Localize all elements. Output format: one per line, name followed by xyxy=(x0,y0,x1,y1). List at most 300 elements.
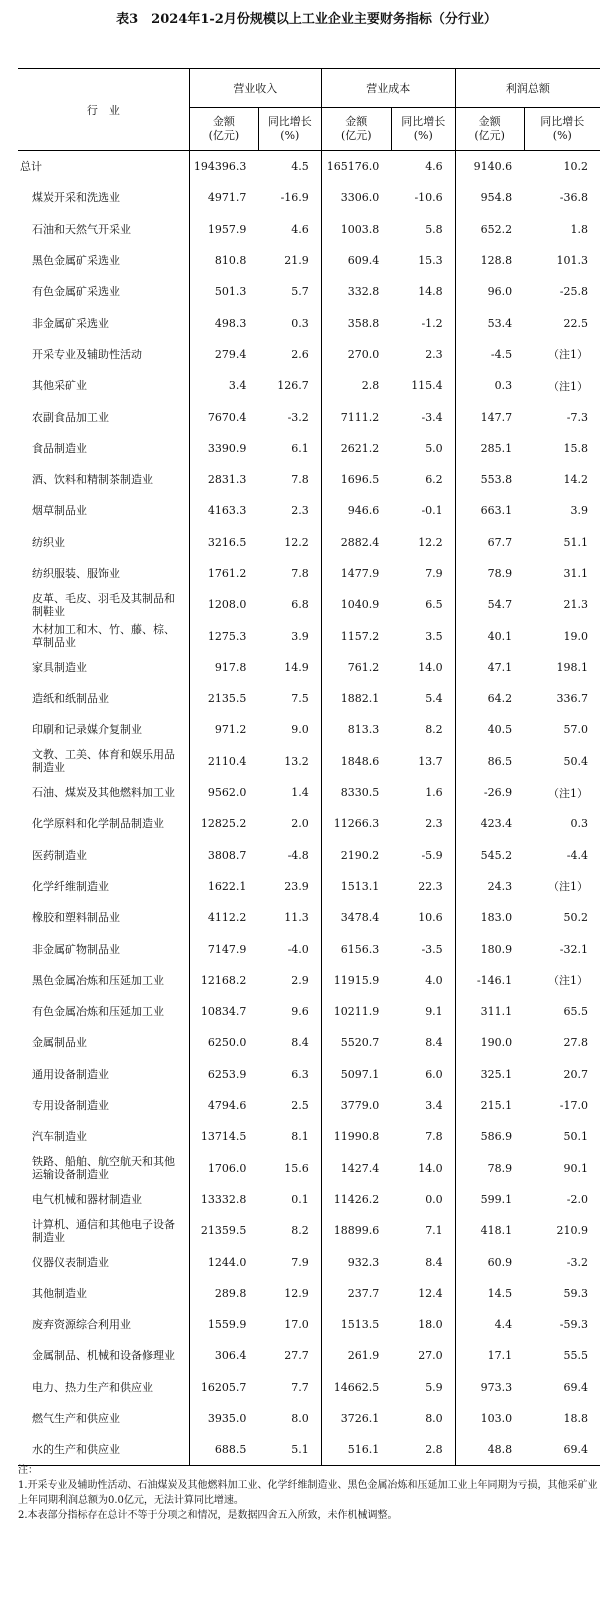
profit-growth-cell: 101.3 xyxy=(556,254,588,268)
revenue-amount-cell: 7147.9 xyxy=(207,942,247,956)
cost-growth-cell: 10.6 xyxy=(391,902,455,933)
profit-amount-cell: 586.9 xyxy=(480,1130,513,1144)
profit-growth-cell: -32.1 xyxy=(559,942,588,956)
revenue-amount-cell: 289.8 xyxy=(214,1286,247,1300)
revenue-growth-cell: 8.0 xyxy=(258,1403,321,1434)
industry-name: 金属制品业 xyxy=(18,1027,189,1058)
profit-amount-cell: 147.7 xyxy=(480,410,513,424)
cost-amount-cell: 3306.0 xyxy=(340,191,380,205)
cost-growth-cell: 3.5 xyxy=(391,620,455,651)
profit-growth-cell: 210.9 xyxy=(556,1224,588,1238)
profit-growth-cell: 198.1 xyxy=(556,660,588,674)
revenue-amount-cell: 12825.2 xyxy=(200,817,247,831)
cost-amount-cell: 1477.9 xyxy=(340,567,380,580)
revenue-amount-cell: 917.8 xyxy=(214,660,247,674)
revenue-amount-cell: 810.8 xyxy=(214,254,247,268)
cost-growth-cell: 2.3 xyxy=(391,339,455,370)
revenue-amount-cell: 2135.5 xyxy=(207,692,247,706)
cost-growth-header: 同比增长 (%) xyxy=(391,108,455,151)
cost-amount-cell: 5520.7 xyxy=(340,1036,380,1050)
cost-amount-cell: 813.3 xyxy=(347,723,380,737)
profit-amount-cell: 54.7 xyxy=(487,598,513,612)
cost-amount-cell: 11266.3 xyxy=(333,817,380,831)
revenue-growth-cell: -16.9 xyxy=(258,182,321,213)
revenue-growth-cell: 27.7 xyxy=(258,1340,321,1371)
table-row xyxy=(18,182,600,213)
revenue-growth-cell: 6.3 xyxy=(258,1059,321,1090)
cost-amount-cell: 932.3 xyxy=(347,1255,380,1269)
cost-growth-cell: 8.2 xyxy=(391,714,455,745)
revenue-amount-cell: 2110.4 xyxy=(207,754,247,768)
revenue-growth-cell: 2.6 xyxy=(258,339,321,370)
cost-amount-cell: 11990.8 xyxy=(333,1130,380,1144)
table-row xyxy=(18,1215,600,1246)
profit-amount-cell: 86.5 xyxy=(487,754,513,768)
revenue-growth-cell: 8.1 xyxy=(258,1121,321,1152)
table-row xyxy=(18,589,600,620)
footnotes xyxy=(18,1463,600,1523)
revenue-amount-cell: 971.2 xyxy=(214,723,247,737)
profit-growth-cell: 1.8 xyxy=(570,222,588,236)
cost-header: 营业成本 xyxy=(321,69,455,108)
table-row xyxy=(18,714,600,745)
cost-growth-cell: -5.9 xyxy=(391,840,455,871)
revenue-growth-cell: 4.5 xyxy=(258,151,321,183)
cost-growth-cell: 15.3 xyxy=(391,245,455,276)
cost-amount-cell: 3779.0 xyxy=(340,1099,380,1113)
industry-name: 烟草制品业 xyxy=(18,495,189,526)
revenue-growth-cell: 7.8 xyxy=(258,558,321,589)
profit-growth-cell: 50.4 xyxy=(563,754,588,768)
profit-amount-cell: -4.5 xyxy=(490,347,513,361)
cost-growth-cell: 18.0 xyxy=(391,1309,455,1340)
revenue-amount-cell: 3216.5 xyxy=(207,535,247,549)
cost-amount-cell: 3478.4 xyxy=(340,911,380,925)
table-row xyxy=(18,1309,600,1340)
profit-growth-cell: 90.1 xyxy=(563,1161,588,1175)
revenue-growth-cell: 23.9 xyxy=(258,871,321,902)
revenue-amount-cell: 1761.2 xyxy=(207,567,247,580)
revenue-growth-cell: 7.9 xyxy=(258,1246,321,1277)
industry-name: 计算机、通信和其他电子设备制造业 xyxy=(18,1215,189,1246)
revenue-amount-cell: 1622.1 xyxy=(207,879,247,893)
profit-growth-cell: 27.8 xyxy=(563,1036,588,1050)
industry-name: 其他制造业 xyxy=(18,1278,189,1309)
table-row xyxy=(18,1121,600,1152)
table-row xyxy=(18,214,600,245)
revenue-amount-cell: 194396.3 xyxy=(193,160,247,174)
table-row xyxy=(18,683,600,714)
cost-amount-cell: 358.8 xyxy=(347,316,380,330)
table-row xyxy=(18,464,600,495)
profit-amount-cell: -26.9 xyxy=(483,786,513,800)
revenue-growth-cell: 9.6 xyxy=(258,996,321,1027)
revenue-amount-cell: 3935.0 xyxy=(207,1412,247,1426)
profit-growth-cell: 14.2 xyxy=(563,473,588,487)
cost-growth-cell: 6.2 xyxy=(391,464,455,495)
profit-amount-cell: 17.1 xyxy=(487,1349,513,1363)
cost-growth-cell: 5.0 xyxy=(391,433,455,464)
cost-growth-cell: 6.0 xyxy=(391,1059,455,1090)
revenue-growth-cell: 13.2 xyxy=(258,746,321,777)
cost-growth-cell: 7.9 xyxy=(391,558,455,589)
cost-amount-cell: 11426.2 xyxy=(333,1192,380,1206)
table-row xyxy=(18,777,600,808)
industry-name: 黑色金属冶炼和压延加工业 xyxy=(18,965,189,996)
revenue-growth-cell: -4.0 xyxy=(258,933,321,964)
industry-name: 水的生产和供应业 xyxy=(18,1434,189,1466)
profit-growth-cell: -3.2 xyxy=(566,1255,588,1269)
cost-amount-cell: 1040.9 xyxy=(340,598,380,612)
cost-amount-cell: 6156.3 xyxy=(340,942,380,956)
revenue-amount-cell: 1957.9 xyxy=(207,222,247,236)
cost-amount-cell: 270.0 xyxy=(347,347,380,361)
profit-amount-cell: 48.8 xyxy=(455,1434,524,1466)
table-row xyxy=(18,433,600,464)
profit-amount-cell: 215.1 xyxy=(480,1099,513,1113)
industry-name: 纺织服装、服饰业 xyxy=(18,558,189,589)
revenue-amount-cell: 7670.4 xyxy=(207,410,247,424)
industry-name: 电力、热力生产和供应业 xyxy=(18,1372,189,1403)
profit-amount-cell: 599.1 xyxy=(480,1192,513,1206)
industry-name: 石油、煤炭及其他燃料加工业 xyxy=(18,777,189,808)
profit-header: 利润总额 xyxy=(455,69,600,108)
revenue-growth-cell: 7.5 xyxy=(258,683,321,714)
profit-amount-cell: 973.3 xyxy=(480,1380,513,1394)
profit-growth-cell: 0.3 xyxy=(570,817,588,831)
revenue-amount-cell: 4971.7 xyxy=(207,191,247,205)
cost-amount-cell: 1157.2 xyxy=(340,629,380,643)
profit-growth-cell: -2.0 xyxy=(566,1192,588,1206)
cost-amount-cell: 1003.8 xyxy=(340,222,380,236)
revenue-growth-cell: 2.9 xyxy=(258,965,321,996)
profit-growth-cell: 15.8 xyxy=(563,441,588,455)
profit-amount-cell: 545.2 xyxy=(480,848,513,862)
profit-growth-cell: （注1） xyxy=(548,348,588,362)
profit-amount-cell: 96.0 xyxy=(487,285,513,299)
note-2: 2.本表部分指标存在总计不等于分项之和情况，是数据四舍五入所致，未作机械调整。 xyxy=(18,1510,398,1521)
profit-growth-cell: 22.5 xyxy=(563,316,588,330)
table-row xyxy=(18,1340,600,1371)
revenue-growth-cell: 8.2 xyxy=(258,1215,321,1246)
revenue-amount-cell: 9562.0 xyxy=(207,786,247,800)
cost-growth-cell: 8.4 xyxy=(391,1027,455,1058)
cost-amount-header: 金额 (亿元) xyxy=(321,108,391,151)
industry-name: 有色金属冶炼和压延加工业 xyxy=(18,996,189,1027)
cost-growth-cell: 7.8 xyxy=(391,1121,455,1152)
industry-header: 行 业 xyxy=(18,69,189,151)
industry-name: 橡胶和塑料制品业 xyxy=(18,902,189,933)
industry-name: 家具制造业 xyxy=(18,652,189,683)
cost-growth-cell: -0.1 xyxy=(391,495,455,526)
cost-growth-cell: 8.4 xyxy=(391,1246,455,1277)
revenue-amount-cell: 1706.0 xyxy=(207,1161,247,1175)
cost-amount-cell: 1427.4 xyxy=(340,1161,380,1175)
revenue-growth-cell: -4.8 xyxy=(258,840,321,871)
revenue-amount-cell: 3808.7 xyxy=(207,848,247,862)
profit-growth-cell: （注1） xyxy=(548,786,588,800)
table-row xyxy=(18,1184,600,1215)
industry-name: 酒、饮料和精制茶制造业 xyxy=(18,464,189,495)
table-row xyxy=(18,401,600,432)
profit-amount-cell: 14.5 xyxy=(487,1286,513,1300)
cost-growth-cell: 1.6 xyxy=(391,777,455,808)
profit-growth-cell: 31.1 xyxy=(563,567,588,580)
profit-growth-cell: -59.3 xyxy=(559,1318,588,1332)
cost-amount-cell: 165176.0 xyxy=(326,160,380,174)
revenue-growth-cell: 9.0 xyxy=(258,714,321,745)
cost-growth-cell: 0.0 xyxy=(391,1184,455,1215)
revenue-growth-cell: 6.8 xyxy=(258,589,321,620)
cost-amount-cell: 14662.5 xyxy=(333,1380,380,1394)
cost-growth-cell: 7.1 xyxy=(391,1215,455,1246)
profit-amount-cell: 183.0 xyxy=(480,911,513,925)
table-row xyxy=(18,1153,600,1184)
revenue-amount-cell: 4163.3 xyxy=(207,504,247,518)
industry-name: 煤炭开采和洗选业 xyxy=(18,182,189,213)
revenue-amount-cell: 1275.3 xyxy=(207,629,247,643)
industry-name: 其他采矿业 xyxy=(18,370,189,401)
cost-amount-cell: 3726.1 xyxy=(340,1412,380,1426)
revenue-amount-cell: 1559.9 xyxy=(207,1318,247,1332)
table-row xyxy=(18,245,600,276)
industry-name: 印刷和记录媒介复制业 xyxy=(18,714,189,745)
table-row xyxy=(18,307,600,338)
cost-amount-cell: 1513.5 xyxy=(340,1318,380,1332)
profit-growth-cell: -17.0 xyxy=(559,1099,588,1113)
industry-name: 燃气生产和供应业 xyxy=(18,1403,189,1434)
cost-growth-cell: 6.5 xyxy=(391,589,455,620)
revenue-amount-cell: 2831.3 xyxy=(207,473,247,487)
cost-growth-cell: 4.6 xyxy=(391,151,455,183)
revenue-amount-cell: 498.3 xyxy=(214,316,247,330)
profit-growth-cell: -36.8 xyxy=(559,191,588,205)
table-row xyxy=(18,1027,600,1058)
profit-amount-cell: 190.0 xyxy=(480,1036,513,1050)
cost-growth-cell: 13.7 xyxy=(391,746,455,777)
cost-growth-cell: 12.2 xyxy=(391,527,455,558)
table-row xyxy=(18,1434,600,1466)
table-row xyxy=(18,339,600,370)
table-row xyxy=(18,808,600,839)
revenue-amount-cell: 279.4 xyxy=(214,347,247,361)
revenue-amount-cell: 21359.5 xyxy=(200,1224,247,1238)
profit-amount-cell: 53.4 xyxy=(487,316,513,330)
profit-growth-cell: 20.7 xyxy=(563,1067,588,1081)
profit-growth-cell: 19.0 xyxy=(563,629,588,643)
table-row xyxy=(18,370,600,401)
revenue-amount-cell: 4794.6 xyxy=(207,1099,247,1113)
table-row xyxy=(18,933,600,964)
industry-name: 造纸和纸制品业 xyxy=(18,683,189,714)
revenue-growth-cell: -3.2 xyxy=(258,401,321,432)
profit-amount-cell: 24.3 xyxy=(487,879,513,893)
table-row xyxy=(18,871,600,902)
cost-growth-cell: 4.0 xyxy=(391,965,455,996)
revenue-growth-cell: 21.9 xyxy=(258,245,321,276)
cost-growth-cell: 14.8 xyxy=(391,276,455,307)
revenue-amount-cell: 16205.7 xyxy=(200,1380,247,1394)
cost-amount-cell: 516.1 xyxy=(321,1434,391,1466)
cost-growth-cell: 27.0 xyxy=(391,1340,455,1371)
industry-name: 废弃资源综合利用业 xyxy=(18,1309,189,1340)
cost-amount-cell: 2882.4 xyxy=(340,535,380,549)
profit-amount-cell: 78.9 xyxy=(487,1161,513,1175)
revenue-growth-cell: 2.0 xyxy=(258,808,321,839)
profit-amount-cell: 67.7 xyxy=(487,535,513,549)
cost-amount-cell: 1848.6 xyxy=(340,754,380,768)
profit-amount-cell: 9140.6 xyxy=(473,160,513,174)
industry-name: 化学纤维制造业 xyxy=(18,871,189,902)
revenue-growth-cell: 15.6 xyxy=(258,1153,321,1184)
profit-growth-cell: 50.1 xyxy=(563,1130,588,1144)
table-row xyxy=(18,558,600,589)
profit-growth-cell: 51.1 xyxy=(563,535,588,549)
profit-growth-cell: 50.2 xyxy=(563,911,588,925)
industry-name: 食品制造业 xyxy=(18,433,189,464)
cost-growth-cell: 2.3 xyxy=(391,808,455,839)
cost-amount-cell: 8330.5 xyxy=(340,786,380,800)
cost-amount-cell: 1696.5 xyxy=(340,473,380,487)
profit-amount-header: 金额 (亿元) xyxy=(455,108,524,151)
industry-name: 开采专业及辅助性活动 xyxy=(18,339,189,370)
revenue-growth-cell: 7.7 xyxy=(258,1372,321,1403)
industry-name: 农副食品加工业 xyxy=(18,401,189,432)
revenue-growth-header: 同比增长 (%) xyxy=(258,108,321,151)
revenue-amount-cell: 4112.2 xyxy=(207,911,247,925)
profit-growth-cell: 3.9 xyxy=(570,504,588,518)
industry-name: 通用设备制造业 xyxy=(18,1059,189,1090)
table-row xyxy=(18,276,600,307)
revenue-amount-cell: 6250.0 xyxy=(207,1036,247,1050)
profit-growth-cell: 69.4 xyxy=(563,1380,588,1394)
table-row xyxy=(18,996,600,1027)
cost-growth-cell: -3.5 xyxy=(391,933,455,964)
industry-name: 木材加工和木、竹、藤、棕、草制品业 xyxy=(18,620,189,651)
profit-growth-cell: -4.4 xyxy=(566,848,588,862)
industry-name: 汽车制造业 xyxy=(18,1121,189,1152)
industry-name: 文教、工美、体育和娱乐用品制造业 xyxy=(18,746,189,777)
revenue-amount-cell: 306.4 xyxy=(214,1349,247,1363)
industry-name: 石油和天然气开采业 xyxy=(18,214,189,245)
revenue-growth-cell: 126.7 xyxy=(258,370,321,401)
table-title: 表3 2024年1-2月份规模以上工业企业主要财务指标（分行业） xyxy=(116,12,497,27)
cost-growth-cell: 12.4 xyxy=(391,1278,455,1309)
cost-growth-cell: -3.4 xyxy=(391,401,455,432)
industry-name: 有色金属矿采选业 xyxy=(18,276,189,307)
table-row xyxy=(18,840,600,871)
cost-amount-cell: 761.2 xyxy=(347,660,380,674)
profit-growth-cell: （注1） xyxy=(548,379,588,393)
table-body xyxy=(18,151,600,1466)
profit-amount-cell: 47.1 xyxy=(487,660,513,674)
cost-amount-cell: 946.6 xyxy=(347,504,380,518)
revenue-growth-cell: 6.1 xyxy=(258,433,321,464)
cost-growth-cell: 2.8 xyxy=(391,1434,455,1466)
revenue-header: 营业收入 xyxy=(189,69,321,108)
cost-amount-cell: 7111.2 xyxy=(340,410,380,424)
industry-name: 电气机械和器材制造业 xyxy=(18,1184,189,1215)
industry-name: 化学原料和化学制品制造业 xyxy=(18,808,189,839)
profit-amount-cell: 418.1 xyxy=(480,1224,513,1238)
profit-growth-cell: -7.3 xyxy=(566,410,588,424)
cost-growth-cell: 5.9 xyxy=(391,1372,455,1403)
note-1: 1.开采专业及辅助性活动、石油煤炭及其他燃料加工业、化学纤维制造业、黑色金属冶炼和压延加工业上年同期为亏损，其他采矿业上年同期利润总额为0.0亿元，无法计算同比增速。 xyxy=(18,1480,598,1506)
table-row xyxy=(18,1059,600,1090)
cost-amount-cell: 609.4 xyxy=(347,254,380,268)
profit-amount-cell: 40.5 xyxy=(487,723,513,737)
revenue-amount-cell: 1244.0 xyxy=(207,1255,247,1269)
revenue-amount-cell: 501.3 xyxy=(214,285,247,299)
profit-amount-cell: 954.8 xyxy=(480,191,513,205)
profit-amount-cell: 0.3 xyxy=(494,379,513,393)
profit-growth-header: 同比增长 (%) xyxy=(524,108,600,151)
industry-name: 非金属矿采选业 xyxy=(18,307,189,338)
industry-name: 铁路、船舶、航空航天和其他运输设备制造业 xyxy=(18,1153,189,1184)
revenue-amount-cell: 13714.5 xyxy=(200,1130,247,1144)
table-row xyxy=(18,1278,600,1309)
industry-name: 医药制造业 xyxy=(18,840,189,871)
industry-name: 皮革、毛皮、羽毛及其制品和制鞋业 xyxy=(18,589,189,620)
profit-amount-cell: 311.1 xyxy=(480,1005,513,1019)
profit-growth-cell: 10.2 xyxy=(563,160,588,174)
table-row xyxy=(18,151,600,183)
cost-amount-cell: 10211.9 xyxy=(333,1005,380,1019)
profit-growth-cell: 65.5 xyxy=(563,1005,588,1019)
revenue-growth-cell: 5.1 xyxy=(258,1434,321,1466)
profit-growth-cell: （注1） xyxy=(548,974,588,988)
profit-amount-cell: -146.1 xyxy=(476,973,513,987)
industry-name: 纺织业 xyxy=(18,527,189,558)
profit-growth-cell: 18.8 xyxy=(563,1412,588,1426)
revenue-growth-cell: 7.8 xyxy=(258,464,321,495)
cost-growth-cell: 14.0 xyxy=(391,1153,455,1184)
revenue-growth-cell: 12.2 xyxy=(258,527,321,558)
profit-growth-cell: 336.7 xyxy=(556,692,588,706)
table-row xyxy=(18,1090,600,1121)
table-row xyxy=(18,652,600,683)
profit-growth-cell: -25.8 xyxy=(559,285,588,299)
cost-growth-cell: 9.1 xyxy=(391,996,455,1027)
financial-indicators-table xyxy=(18,68,600,1466)
revenue-amount-cell: 3390.9 xyxy=(207,441,247,455)
revenue-amount-cell: 12168.2 xyxy=(200,973,247,987)
table-row xyxy=(18,495,600,526)
cost-amount-cell: 5097.1 xyxy=(340,1067,380,1081)
profit-amount-cell: 285.1 xyxy=(480,441,513,455)
cost-amount-cell: 1882.1 xyxy=(340,692,380,706)
cost-amount-cell: 11915.9 xyxy=(333,973,380,987)
table-row xyxy=(18,1246,600,1277)
table-row xyxy=(18,1403,600,1434)
cost-amount-cell: 2.8 xyxy=(361,379,380,393)
cost-growth-cell: 3.4 xyxy=(391,1090,455,1121)
profit-amount-cell: 64.2 xyxy=(487,692,513,706)
cost-growth-cell: 14.0 xyxy=(391,652,455,683)
table-row xyxy=(18,902,600,933)
revenue-amount-cell: 3.4 xyxy=(228,379,247,393)
revenue-amount-header: 金额 (亿元) xyxy=(189,108,258,151)
profit-growth-cell: （注1） xyxy=(548,880,588,894)
revenue-growth-cell: 5.7 xyxy=(258,276,321,307)
cost-growth-cell: -10.6 xyxy=(391,182,455,213)
table-row xyxy=(18,746,600,777)
cost-growth-cell: 22.3 xyxy=(391,871,455,902)
table-row xyxy=(18,965,600,996)
profit-amount-cell: 553.8 xyxy=(480,473,513,487)
revenue-growth-cell: 12.9 xyxy=(258,1278,321,1309)
revenue-growth-cell: 17.0 xyxy=(258,1309,321,1340)
